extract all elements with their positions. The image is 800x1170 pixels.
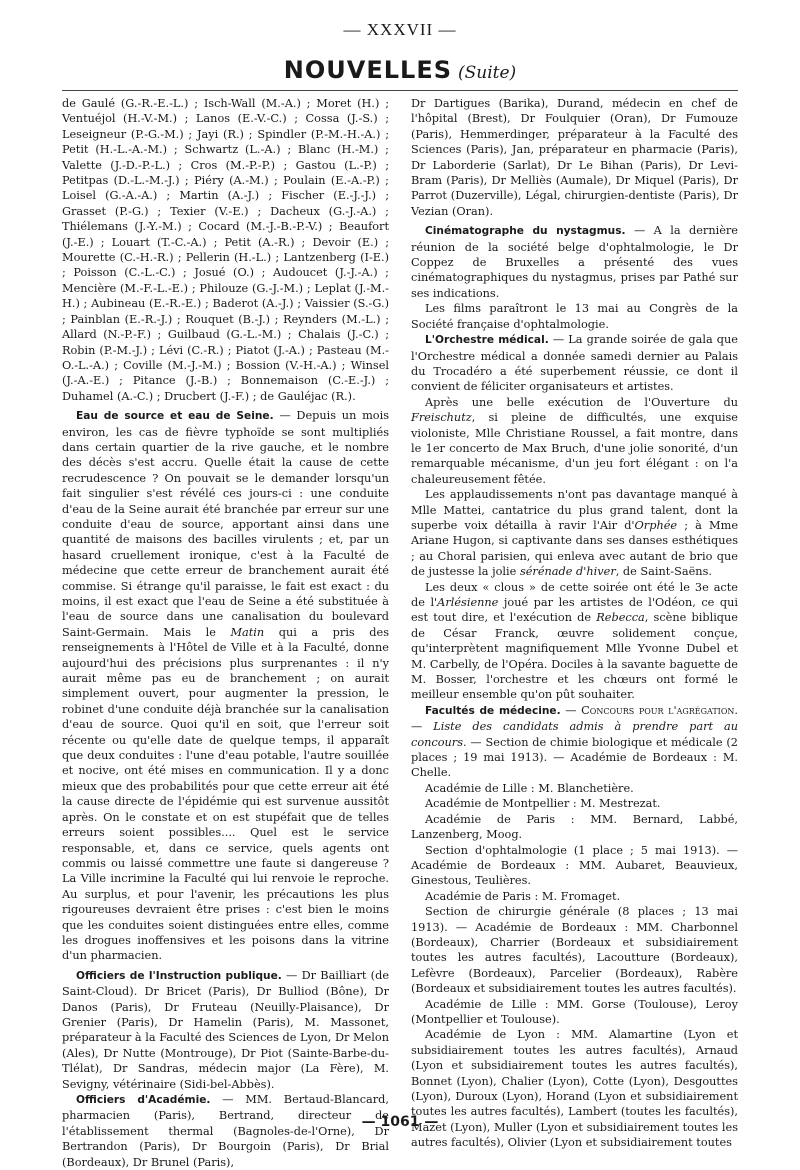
- running-head-roman: — XXXVII —: [343, 20, 457, 39]
- right-column: [411, 96, 738, 1151]
- article-heading: Officiers de l'Instruction publique.: [76, 969, 282, 982]
- paragraph-lille-1: Académie de Lille : M. Blanchetière.: [425, 781, 634, 795]
- article-heading: Cinématographe du nystagmus.: [425, 225, 626, 238]
- article-instruction-publique: Officiers de l'Instruction publique. — Dr Bailliart (de Saint-Cloud). Dr Bricet (Paris), Dr Bulliod (Bône), Dr Danos (Paris), Dr Fruteau (Neuilly-Plaisance), Dr Grenier (Paris), Dr Hamelin (Paris), M. Massonet, préparateur à la Faculté des Sciences de Lyon, Dr Melon (Ales), Dr Nutte (Montrouge), Dr Piot (Sainte-Barbe-du-Tlélat), Dr Sandras, médecin major (La Fère), M. Sevigny, vétérinaire (Sidi-bel-Abbès).: [62, 968, 389, 1091]
- article-cinematographe: Cinématographe du nystagmus. — A la dernière réunion de la société belge d'ophtalmologie, le Dr Coppez de Bruxelles a présenté des vues cinématographiques du nystagmus, prises par Pathé sur ses indications.: [411, 224, 738, 300]
- section-title-main: NOUVELLES: [283, 56, 452, 84]
- header-rule: [62, 90, 738, 91]
- section-title-suffix: (Suite): [458, 63, 517, 83]
- paragraph-chirurgie: Section de chirurgie générale (8 places ; 13 mai 1913). — Académie de Bordeaux : MM. Charbonnel (Bordeaux), Charrier (Bordeaux et subsidiairement toutes les autres facultés), Lacoutture (Bordeaux), Lefèvre (Bordeaux), Parcelier (Bordeaux), Rabère (Bordeaux et subsidiairement toutes les autres facultés).: [411, 905, 738, 996]
- paragraph-ouverture: Après une belle exécution de l'Ouverture du Freischutz, si pleine de difficultés, une exquise violoniste, Mlle Christiane Roussel, a fait montre, dans le 1er concerto de Max Bruch, d'une jolie sonorité, d'un remarquable mécanisme, d'un jeu fort élégant : on l'a chaleureusement fêtée.: [411, 395, 738, 486]
- article-heading: Eau de source et eau de Seine.: [76, 410, 274, 423]
- paragraph-clous: Les deux « clous » de cette soirée ont été le 3e acte de l'Arlésienne joué par les artistes de l'Odéon, ce qui est tout dire, et l'exécution de Rebecca, scène biblique de César Franck, œuvre solidement conçue, qu'interprètent magnifiquement Mlle Yvonne Dubel et M. Carbelly, de l'Opéra. Dociles à la savante baguette de M. Bosser, l'orchestre et les chœurs ont formé le meilleur ensemble qu'on pût souhaiter.: [411, 580, 738, 702]
- article-orchestre-medical: L'Orchestre médical. — La grande soirée de gala que l'Orchestre médical a donnée samedi dernier au Palais du Trocadéro a été superbement réussie, ce dont il convient de féliciter organisateurs et artistes.: [411, 333, 738, 394]
- section-title: [0, 56, 800, 84]
- academie-list-continued: Dr Dartigues (Barika), Durand, médecin en chef de l'hôpital (Brest), Dr Foulquier (Oran), Dr Fumouze (Paris), Hemmerdinger, préparateur à la Faculté des Sciences (Paris), Jan, préparateur en pharmacie (Paris), Dr Laborderie (Sarlat), Dr Le Bihan (Paris), Dr Levi-Bram (Paris), Dr Melliès (Aumale), Dr Miquel (Paris), Dr Parrot (Duzerville), Légal, chirurgien-dentiste (Paris), Dr Vezian (Oran).: [411, 97, 738, 218]
- article-heading: Officiers d'Académie.: [76, 1094, 211, 1106]
- article-facultes-medecine: Facultés de médecine. — Concours pour l'agrégation. — Liste des candidats admis à prendre part au concours. — Section de chimie biologique et médicale (2 places ; 19 mai 1913). — Académie de Bordeaux : M. Chelle.: [411, 703, 738, 780]
- paragraph-paris-1: Académie de Paris : MM. Bernard, Labbé, Lanzenberg, Moog.: [411, 812, 738, 842]
- paragraph-applaudissements: Les applaudissements n'ont pas davantage manqué à Mlle Mattei, cantatrice du plus grand talent, dont la superbe voix détailla à ravir l'Air d'Orphée ; à Mme Ariane Hugon, si captivante dans ses danses esthétiques ; au Choral parisien, qui enleva avec autant de brio que de justesse la jolie sérénade d'hiver, de Saint-Saëns.: [411, 488, 739, 579]
- left-column: [62, 96, 389, 1170]
- paragraph-ophtalmologie: Section d'ophtalmologie (1 place ; 5 mai 1913). — Académie de Bordeaux : MM. Aubaret, Beauvieux, Ginestous, Teulières.: [411, 843, 738, 888]
- paragraph-lille-2: Académie de Lille : MM. Gorse (Toulouse), Leroy (Montpellier et Toulouse).: [411, 997, 738, 1026]
- paragraph-paris-2: Académie de Paris : M. Fromaget.: [425, 889, 621, 903]
- article-officiers-academie: Officiers d'Académie. — MM. Bertaud-Blancard, pharmacien (Paris), Bertrand, directeur de l'établissement thermal (Bagnoles-de-l'Orne), Dr Bertrandon (Paris), Dr Bourgoin (Paris), Dr Brial (Bordeaux), Dr Brunel (Paris),: [62, 1093, 389, 1169]
- paragraph-lyon: Académie de Lyon : MM. Alamartine (Lyon et subsidiairement toutes les autres facultés), Arnaud (Lyon et subsidiairement toutes les autres facultés), Bonnet (Lyon), Chalier (Lyon), Cotte (Lyon), Desgouttes (Lyon), Duroux (Lyon), Horand (Lyon et subsidiairement toutes les autres facultés), Lambert (toutes les facultés), Mazet (Lyon), Muller (Lyon et subsidiairement toutes les autres facultés), Olivier (Lyon et subsidiairement toutes: [411, 1028, 738, 1150]
- article-heading: L'Orchestre médical.: [425, 334, 549, 347]
- nominations-list: de Gaulé (G.-R.-E.-L.) ; Isch-Wall (M.-A.) ; Moret (H.) ; Ventuéjol (H.-V.-M.) ; Lanos (E.-V.-C.) ; Cossa (J.-S.) ; Leseigneur (P.-G.-M.) ; Jayi (R.) ; Spindler (P.-M.-H.-A.) ; Petit (H.-L.-A.-M.) ; Schwartz (L.-A.) ; Blanc (H.-M.) ; Valette (J.-D.-P.-L.) ; Cros (M.-P.-P.) ; Gastou (L.-P.) ; Petitpas (D.-L.-M.-J.) ; Piéry (A.-M.) ; Poulain (E.-A.-P.) ; Loisel (G.-A.-A.) ; Martin (A.-J.) ; Fischer (E.-J.-J.) ; Grasset (P.-G.) ; Texier (V.-E.) ; Dacheux (G.-J.-A.) ; Thiélemans (J.-Y.-M.) ; Cocard (M.-J.-B.-P.-V.) ; Beaufort (J.-E.) ; Louart (T.-C.-A.) ; Petit (A.-R.) ; Devoir (E.) ; Mourette (C.-H.-R.) ; Pellerin (H.-L.) ; Lantzenberg (I-E.) ; Poisson (C.-L.-C.) ; Josué (O.) ; Audoucet (J.-J.-A.) ; Mencière (M.-F.-L.-E.) ; Philouze (G.-J.-M.) ; Leplat (J.-M.-H.) ; Aubineau (E.-R.-E.) ; Baderot (A.-J.) ; Vaissier (S.-G.) ; Painblan (E.-R.-J.) ; Rouquet (B.-J.) ; Reynders (M.-L.) ; Allard (N.-P.-F.) ; Guilbaud (G.-L.-M.) ; Chalais (J.-C.) ; Robin (P.-M.-J.) ; Lévi (C.-R.) ; Piatot (J.-A.) ; Pasteau (M.-O.-L.-A.) ; Coville (M.-J.-M.) ; Bossion (V.-H.-A.) ; Winsel (J.-A.-E.) ; Pitance (J.-B.) ; Bonnemaison (C.-E.-J.) ; Duhamel (A.-C.) ; Drucbert (J.-F.) ; de Gauléjac (R.).: [62, 97, 389, 403]
- paragraph-films: Les films paraîtront le 13 mai au Congrès de la Société française d'ophtalmologie.: [411, 302, 738, 331]
- page-number: — 1061 —: [361, 1114, 439, 1130]
- paragraph-montpellier: Académie de Montpellier : M. Mestrezat.: [425, 797, 661, 811]
- article-heading: Facultés de médecine.: [425, 704, 561, 717]
- article-eau-de-source: Eau de source et eau de Seine. — Depuis un mois environ, les cas de fièvre typhoïde se sont multipliés dans certain quartier de la rive gauche, et le nombre des décès s'est accru. Quelle était la cause de cette recrudescence ? On pouvait se le demander lorsqu'un fait singulier s'est révélé ces jours-ci : une conduite d'eau de la Seine aurait été branchée par erreur sur une conduite d'eau de source, apportant ainsi dans une quantité de maisons des bacilles virulents ; et, par un hasard cruellement ironique, c'est à la Faculté de médecine que cette erreur de branchement aurait été commise. Si étrange qu'il paraisse, le fait est exact : du moins, il est exact que l'eau de Seine a été substituée à l'eau de source dans une canalisation du boulevard Saint-Germain. Mais le Matin qui a pris des renseignements à l'Hôtel de Ville et à la Faculté, donne aujourd'hui des précisions plus surprenantes : il n'y aurait même pas eu de branchement ; on aurait simplement ouvert, pour augmenter la pression, le robinet d'une conduite déjà branchée sur la canalisation d'eau de source. Quoi qu'il en soit, que l'erreur soit récente ou qu'elle date de quelque temps, il apparaît que deux conduites : l'une d'eau potable, l'autre souillée et nocive, ont été mises en communication. Il y a donc mieux que des probabilités pour que cette erreur ait été la cause directe de l'épidémie qui est survenue aussitôt après. On le constate et on est stupéfait que de telles erreurs soient possibles.... Quel est le service responsable, et, dans ce service, quels agents ont commis ou laissé commettre une faute si dangereuse ? La Ville incrimine la Faculté qui lui renvoie le reproche. Au surplus, et pour l'avenir, les précautions les plus rigoureuses devraient être prises : c'est bien le moins que les conduites soient distinguées entre elles, comme les drogues inoffensives et les poisons dans la vitrine d'un pharmacien.: [62, 409, 390, 963]
